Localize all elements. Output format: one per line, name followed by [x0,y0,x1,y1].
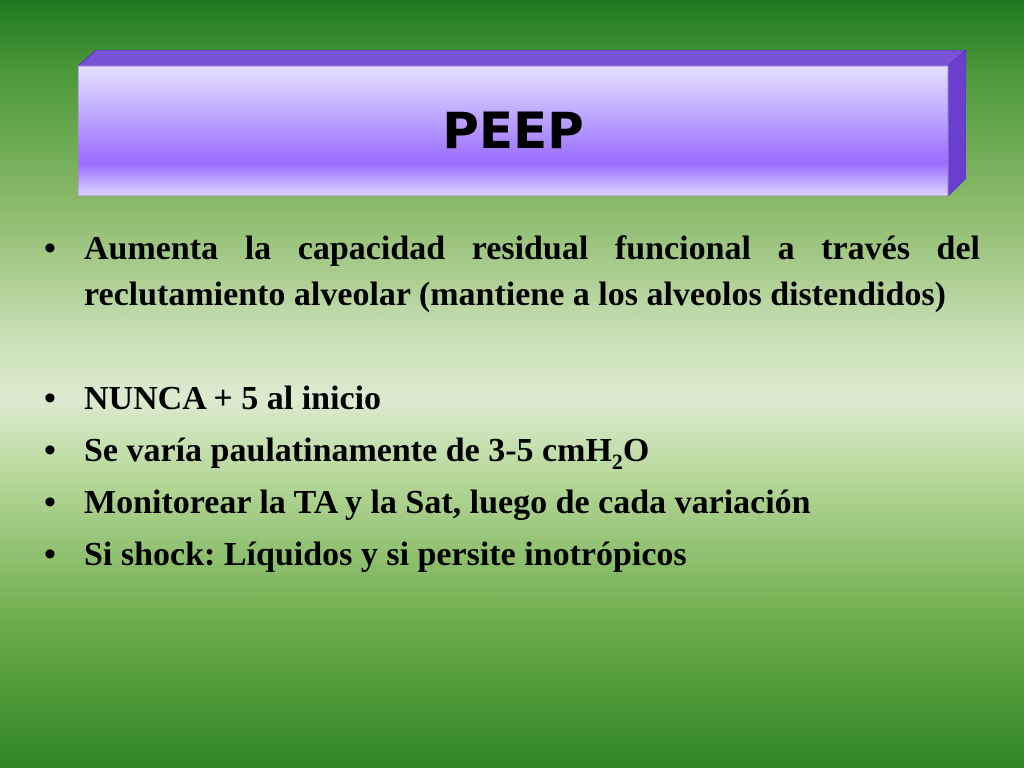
bullet-subscript: 2 [611,449,623,474]
bullet-text: NUNCA + 5 al inicio [84,380,382,417]
bullet-item-shock [40,532,980,578]
bullet-text: Aumenta la capacidad residual funcional a través del reclutamiento alveolar (mantiene a los alveolos distendidos) [84,230,980,313]
bullet-text-before: Se varía paulatinamente de 3-5 cmH [84,432,612,469]
bullet-item-varia [40,428,980,474]
bullet-icon: • [44,536,56,573]
bullet-text: Si shock: Líquidos y si persite inotrópicos [84,536,687,573]
bullet-text: Monitorear la TA y la Sat, luego de cada variación [84,484,811,521]
bullet-icon: • [44,432,56,469]
bullet-text-after: O [622,432,650,469]
bullet-icon: • [44,230,56,267]
slide-title: PEEP [442,102,584,160]
bullet-icon: • [44,380,56,417]
bullet-list [40,226,980,578]
bullet-icon: • [44,484,56,521]
title-face [78,66,948,196]
slide-content [40,226,980,584]
bullet-item-nunca [40,376,980,422]
bullet-item-monitorear [40,480,980,526]
title-box [78,50,966,196]
bullet-item-capacidad [40,226,980,318]
